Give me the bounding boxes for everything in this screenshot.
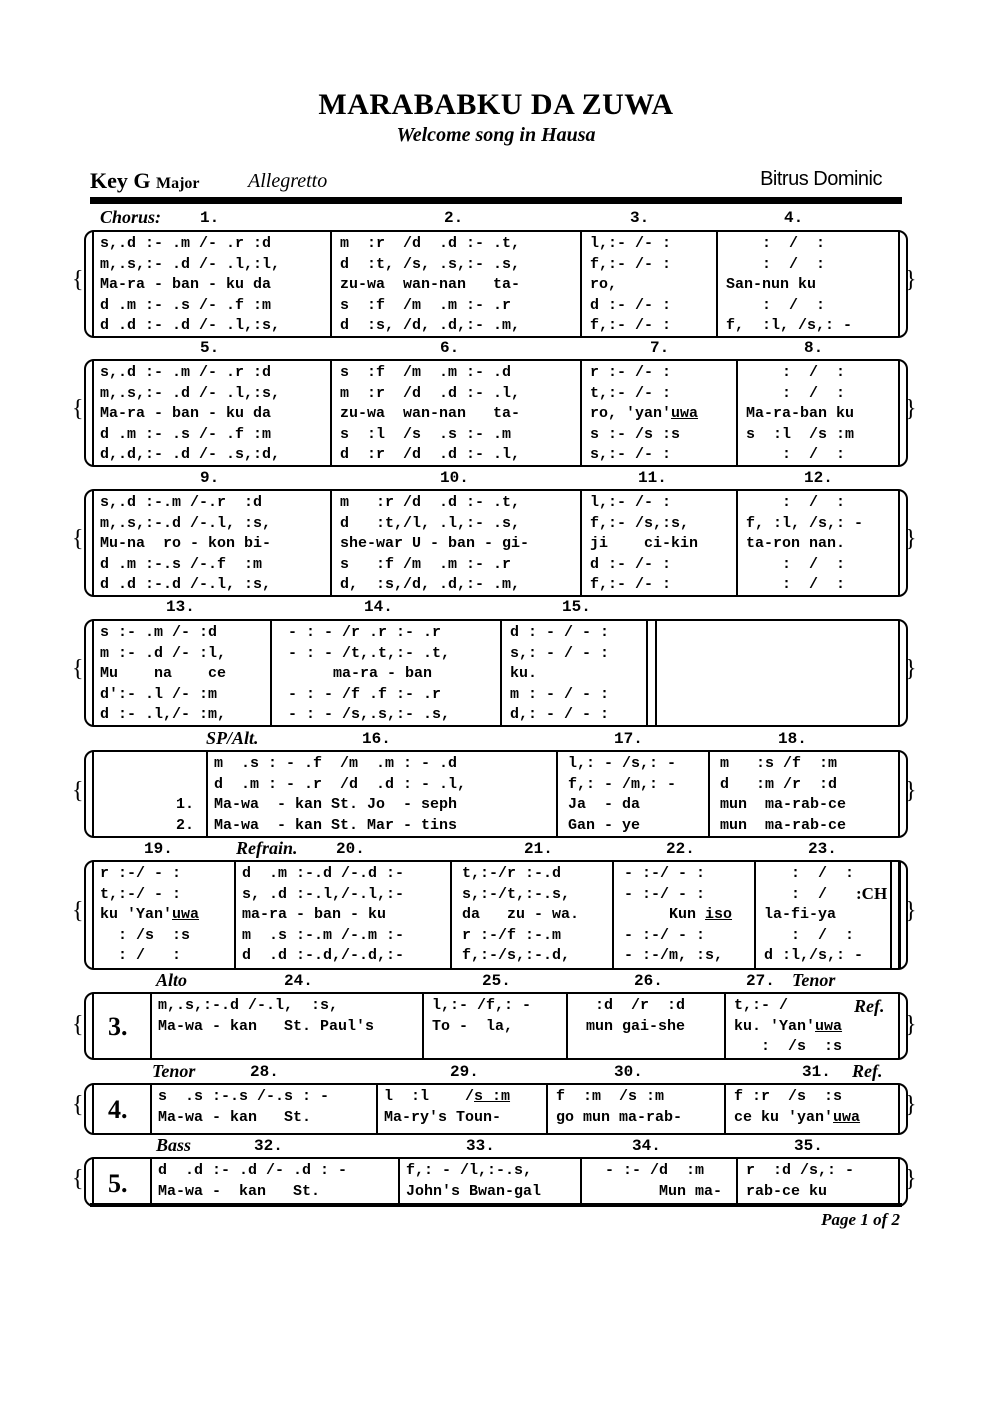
solfa-column	[100, 864, 199, 967]
barline	[500, 621, 502, 725]
measure-number: 4.	[784, 209, 804, 227]
solfa-column	[624, 864, 732, 967]
solfa-column: s,.d :- .m /- .r :d m,.s,:- .d /- .l,:l, Ma-ra - ban - ku da d .m :- .s /- .f :m d .d :- .d /- .l,:s,	[100, 235, 281, 335]
solfa-column: f :m /s :m go mun ma-rab-	[556, 1088, 683, 1126]
left-brace: {	[72, 656, 84, 682]
measure-number: 21.	[524, 840, 553, 858]
right-brace: }	[905, 656, 917, 682]
measure-number: 20.	[336, 840, 365, 858]
solfa-column	[734, 1087, 860, 1128]
measure-number: 29.	[450, 1063, 479, 1081]
solfa-column: s :f /m .m :- .d m :r /d .d :- .l, zu-wa wan-nan ta- s :l /s .s :- .m d :r /d .d :- .l,	[340, 364, 521, 464]
barline	[612, 862, 614, 968]
solfa-column: m,.s,:-.d /-.l, :s, Ma-wa - kan St. Paul's	[158, 997, 375, 1035]
measure-number: 31.	[802, 1063, 831, 1081]
solfa-column: s .s :-.s /-.s : - Ma-wa - kan St.	[158, 1088, 330, 1126]
footer-rule	[90, 1203, 902, 1207]
right-brace: }	[905, 267, 917, 293]
alto-label: Alto	[156, 970, 188, 990]
measure-number: 9.	[200, 469, 220, 487]
solfa-text: - :-/ - : - :-/ - : Kun	[624, 865, 706, 924]
solfa-column: l,:- /- : f,:- /s,:s, ji ci-kin d :- /- : f,:- /- :	[590, 494, 699, 594]
barline	[330, 232, 332, 336]
solfa-column	[384, 1087, 510, 1128]
right-brace: }	[905, 1012, 917, 1038]
bass-label: Bass	[156, 1135, 192, 1155]
right-brace: }	[905, 1166, 917, 1192]
barline	[566, 994, 568, 1058]
barline	[736, 361, 738, 465]
underlined-lyric: uwa	[815, 1017, 843, 1035]
left-brace: {	[72, 898, 84, 924]
measure-number: 2.	[444, 209, 464, 227]
measure-number: 6.	[440, 339, 460, 357]
score-system	[84, 230, 908, 338]
underlined-lyric: iso	[705, 906, 733, 924]
verse-number: 5.	[108, 1169, 128, 1198]
right-brace: }	[905, 1092, 917, 1118]
verse-number: 1.	[176, 796, 195, 813]
measure-number: 24.	[284, 972, 313, 990]
tempo-marking: Allegretto	[248, 170, 328, 192]
barline	[580, 491, 582, 595]
measure-number: 35.	[794, 1137, 823, 1155]
solfa-column: s,.d :-.m /-.r :d m,.s,:-.d /-.l, :s, Mu-na ro - kon bi- d .m :-.s /-.f :m d .d :-.d /-.l, :s,	[100, 494, 272, 594]
solfa-text: : /s :s : / :	[118, 926, 191, 965]
barline	[556, 752, 558, 836]
barline	[716, 232, 718, 336]
barline	[330, 361, 332, 465]
solfa-column: : / : : / : San-nun ku : / : f, :l, /s,: -	[726, 235, 853, 335]
solfa-column: d : - / - : s,: - / - : ku. m : - / - : d,: - / - :	[510, 624, 610, 724]
key-label: Key G	[90, 168, 151, 193]
underlined-solfa: s :m	[474, 1088, 511, 1105]
refrain-label: Refrain.	[236, 838, 298, 858]
solfa-column: l,:- /f,: - To - la,	[432, 997, 532, 1035]
solfa-column	[734, 996, 842, 1058]
solfa-text: f :r /s :s ce ku 'yan'	[734, 1088, 843, 1126]
tenor-label: Tenor	[792, 970, 836, 990]
barline	[450, 862, 452, 968]
score-system	[84, 1083, 908, 1135]
solfa-column: f,: - /l,:-.s, John's Bwan-gal	[406, 1162, 542, 1200]
left-brace: {	[72, 1092, 84, 1118]
measure-number: 19.	[144, 840, 173, 858]
sp-alt-label: SP/Alt.	[206, 728, 259, 748]
double-barline	[646, 621, 657, 725]
right-brace: }	[905, 526, 917, 552]
solfa-text: - :-/ - : - :-/m, :s,	[624, 926, 724, 965]
measure-number: 12.	[804, 469, 833, 487]
measure-number: 13.	[166, 598, 195, 616]
solfa-text: r :-/ - : t,:-/ - : ku 'Yan'	[100, 865, 182, 924]
measure-number: 15.	[562, 598, 591, 616]
solfa-column: : / : f, :l, /s,: - ta-ron nan. : / : : / :	[746, 494, 864, 594]
barline	[270, 621, 272, 725]
barline	[724, 994, 726, 1058]
solfa-column: s,.d :- .m /- .r :d m,.s,:- .d /- .l,:s, Ma-ra - ban - ku da d .m :- .s /- .f :m d,.d,:- .d /- .s,:d,	[100, 364, 281, 464]
song-subtitle: Welcome song in Hausa	[396, 124, 596, 146]
solfa-column: m .s : - .f /m .m : - .d d .m : - .r /d .d : - .l, Ma-wa - kan St. Jo - seph Ma-wa - kan St. Mar - tins	[214, 755, 467, 834]
song-title: MARABABKU DA ZUWA	[318, 88, 674, 121]
barline	[580, 361, 582, 465]
barline	[150, 994, 152, 1058]
barline	[736, 1159, 738, 1205]
double-barline	[890, 862, 901, 968]
score-system	[84, 359, 908, 467]
page-number: Page 1 of 2	[821, 1210, 900, 1229]
left-brace: {	[72, 267, 84, 293]
solfa-column: : / : : / : Ma-ra-ban ku s :l /s :m : / :	[746, 364, 855, 464]
barline	[580, 1159, 582, 1205]
score-system	[84, 992, 908, 1060]
solfa-column: m :s /f :m d :m /r :d mun ma-rab-ce mun ma-rab-ce	[720, 755, 847, 834]
left-brace: {	[72, 1166, 84, 1192]
measure-number: 27.	[746, 972, 775, 990]
measure-number: 25.	[482, 972, 511, 990]
tenor-label: Tenor	[152, 1061, 196, 1081]
ref-label: Ref.	[852, 1061, 883, 1081]
header-rule	[90, 197, 902, 204]
solfa-column: m :r /d .d :- .t, d :t, /s, .s,:- .s, zu-wa wan-nan ta- s :f /m .m :- .r d :s, /d, .d,:- .m,	[340, 235, 521, 335]
barline	[330, 491, 332, 595]
verse-number: 4.	[108, 1095, 128, 1124]
barline	[546, 1085, 548, 1133]
barline	[580, 232, 582, 336]
measure-number: 1.	[200, 209, 220, 227]
measure-number: 33.	[466, 1137, 495, 1155]
measure-number: 30.	[614, 1063, 643, 1081]
measure-number: 5.	[200, 339, 220, 357]
ch-mark: :CH	[856, 884, 888, 903]
solfa-text: r :- /- : t,:- /- : ro, 'yan'	[590, 364, 672, 423]
barline	[206, 752, 208, 836]
right-brace: }	[905, 898, 917, 924]
solfa-column: r :d /s,: - rab-ce ku	[746, 1162, 855, 1200]
ref-label: Ref.	[854, 996, 885, 1016]
key-mode: Major	[156, 175, 200, 192]
barline	[150, 1085, 152, 1133]
underlined-lyric: uwa	[172, 906, 200, 924]
solfa-text: Ma-ry's Toun-	[384, 1108, 502, 1126]
measure-number: 7.	[650, 339, 670, 357]
solfa-column	[590, 363, 698, 466]
measure-number: 8.	[804, 339, 824, 357]
measure-number: 28.	[250, 1063, 279, 1081]
left-brace: {	[72, 526, 84, 552]
score-system	[84, 619, 908, 727]
score-system	[84, 860, 908, 970]
solfa-column: l,: - /s,: - f,: - /m,: - Ja - da Gan - ye	[568, 755, 677, 834]
measure-number: 16.	[362, 730, 391, 748]
solfa-column: - :- /d :m Mun ma-	[605, 1162, 723, 1200]
right-brace: }	[905, 396, 917, 422]
underlined-lyric: uwa	[833, 1108, 861, 1126]
score-system	[84, 750, 908, 838]
key-signature	[90, 168, 200, 194]
right-brace: }	[905, 778, 917, 804]
solfa-column: s :- .m /- :d m :- .d /- :l, Mu na ce d':- .l /- :m d :- .l,/- :m,	[100, 624, 227, 724]
measure-number: 11.	[638, 469, 667, 487]
verse-number: 2.	[176, 817, 195, 834]
solfa-text: l :l /	[384, 1088, 475, 1105]
underlined-lyric: uwa	[671, 405, 699, 423]
solfa-column: l,:- /- : f,:- /- : ro, d :- /- : f,:- /- :	[590, 235, 672, 335]
solfa-text: t,:- / ku. 'Yan'	[734, 997, 816, 1035]
score-system	[84, 489, 908, 597]
measure-number: 18.	[778, 730, 807, 748]
solfa-column: :d /r :d mun gai-she	[586, 997, 686, 1035]
barline	[736, 491, 738, 595]
barline	[754, 862, 756, 968]
score-system	[84, 1157, 908, 1207]
solfa-column: : / : : / la-fi-ya : / : d :l,/s,: -	[764, 865, 864, 965]
measure-number: 34.	[632, 1137, 661, 1155]
barline	[376, 1085, 378, 1133]
solfa-column: - : - /r .r :- .r - : - /t,.t,:- .t, ma-ra - ban - : - /f .f :- .r - : - /s,.s,:- .s,	[288, 624, 451, 724]
verse-number: 3.	[108, 1012, 128, 1041]
barline	[422, 994, 424, 1058]
solfa-text: s :- /s :s s,:- /- :	[590, 425, 681, 464]
solfa-column: t,:-/r :-.d s,:-/t,:-.s, da zu - wa. r :-/f :-.m f,:-/s,:-.d,	[462, 865, 580, 965]
measure-number: 32.	[254, 1137, 283, 1155]
solfa-column: d .d :- .d /- .d : - Ma-wa - kan St.	[158, 1162, 348, 1200]
barline	[398, 1159, 400, 1205]
left-brace: {	[72, 778, 84, 804]
left-brace: {	[72, 396, 84, 422]
measure-number: 26.	[634, 972, 663, 990]
barline	[234, 862, 236, 968]
solfa-text: : /s :s	[734, 1038, 843, 1056]
measure-number: 14.	[364, 598, 393, 616]
solfa-column: d .m :-.d /-.d :- s, .d :-.l,/-.l,:- ma-ra - ban - ku m .s :-.m /-.m :- d .d :-.d,/-.d,:-	[242, 865, 405, 965]
measure-number: 22.	[666, 840, 695, 858]
solfa-column: m :r /d .d :- .t, d :t,/l, .l,:- .s, she-war U - ban - gi- s :f /m .m :- .r d, :s,/d, .d,:- .m,	[340, 494, 530, 594]
left-brace: {	[72, 1012, 84, 1038]
barline	[724, 1085, 726, 1133]
measure-number: 10.	[440, 469, 469, 487]
chorus-label: Chorus:	[100, 207, 162, 227]
measure-number: 17.	[614, 730, 643, 748]
barline	[708, 752, 710, 836]
barline	[150, 1159, 152, 1205]
measure-number: 23.	[808, 840, 837, 858]
composer-name: Bitrus Dominic	[760, 168, 882, 190]
measure-number: 3.	[630, 209, 650, 227]
